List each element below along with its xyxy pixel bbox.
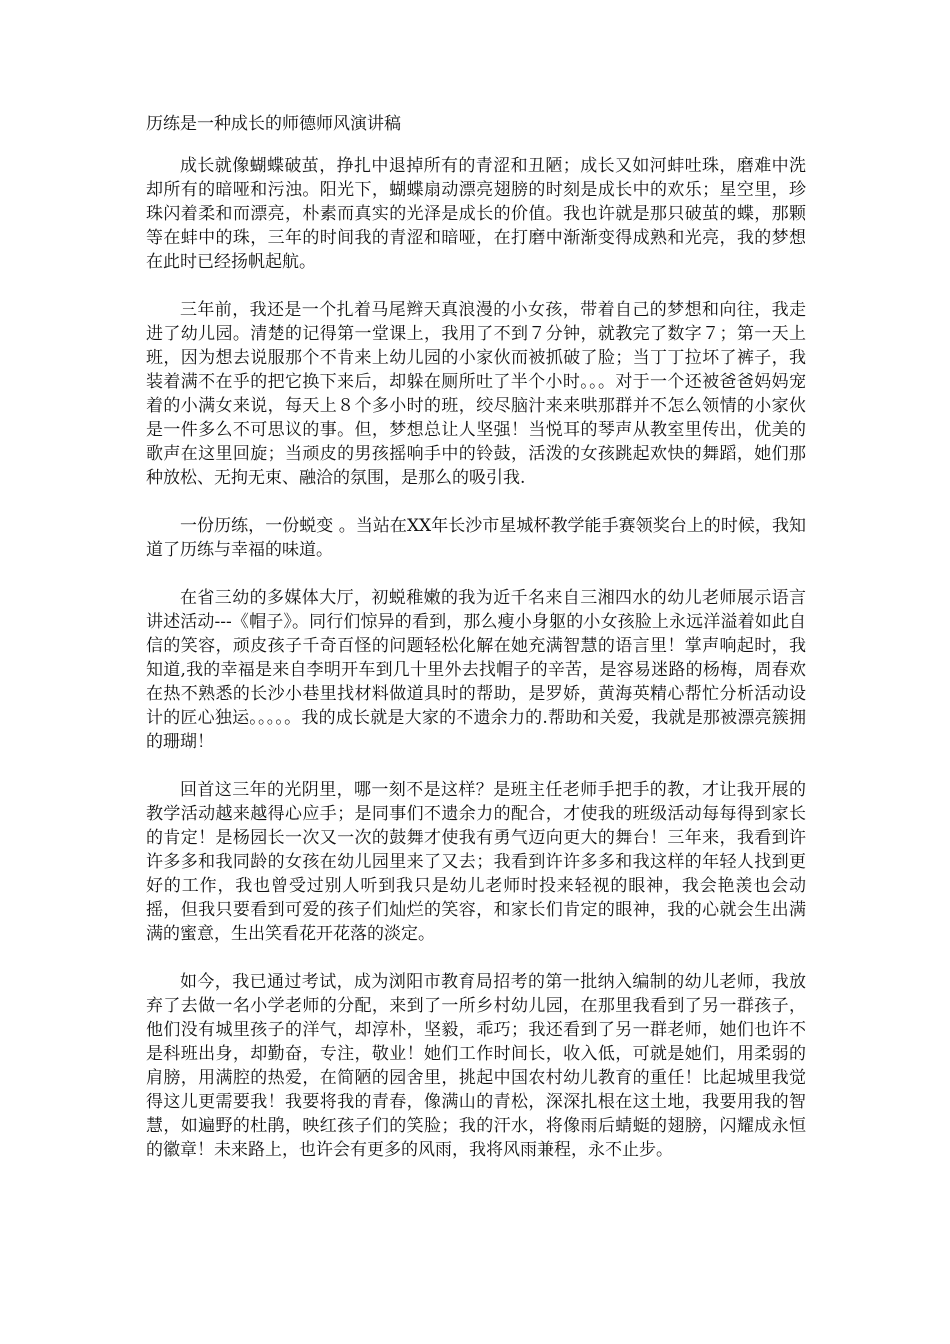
paragraph-6: 如今，我已通过考试，成为浏阳市教育局招考的第一批纳入编制的幼儿老师，我放弃了去做一名小学老师的分配，来到了一所乡村幼儿园，在那里我看到了另一群孩子，他们没有城里孩子的洋气，却淳朴，坚毅，乖巧；我还看到了另一群老师，她们也许不是科班出身，却勤奋，专注，敬业！她们工作时间长，收入低，可就是她们，用柔弱的肩膀，用满腔的热爱，在简陋的园舍里，挑起中国农村幼儿教育的重任！比起城里我觉得这儿更需要我！我要将我的青春，像满山的青松，深深扎根在这土地，我要用我的智慧，如遍野的杜鹃，映红孩子们的笑脸；我的汗水，将像雨后蜻蜓的翅膀，闪耀成永恒的徽章！未来路上，也许会有更多的风雨，我将风雨兼程，永不止步。	[146, 972, 806, 1160]
paragraph-3: 一份历练，一份蜕变 。当站在XX年长沙市星城杯教学能手赛领奖台上的时候，我知道了历练与幸福的味道。	[146, 516, 806, 560]
paragraph-4: 在省三幼的多媒体大厅，初蜕稚嫩的我为近千名来自三湘四水的幼儿老师展示语言讲述活动---《帽子》。同行们惊异的看到，那么瘦小身躯的小女孩脸上永远洋溢着如此自信的笑容，顽皮孩子千奇百怪的问题轻松化解在她充满智慧的语言里！掌声响起时，我知道,我的幸福是来自李明开车到几十里外去找帽子的辛苦，是容易迷路的杨梅，周春欢在热不熟悉的长沙小巷里找材料做道具时的帮助，是罗娇，黄海英精心帮忙分析活动设计的匠心独运。。。。。我的成长就是大家的不遗余力的.帮助和关爱，我就是那被漂亮簇拥的珊瑚！	[146, 588, 806, 752]
document-title: 历练是一种成长的师德师风演讲稿	[146, 114, 401, 134]
paragraph-2: 三年前，我还是一个扎着马尾辫天真浪漫的小女孩，带着自己的梦想和向往，我走进了幼儿园。清楚的记得第一堂课上，我用了不到７分钟，就教完了数字７；第一天上班，因为想去说服那个不肯来上幼儿园的小家伙而被抓破了脸；当丁丁拉坏了裤子，我装着满不在乎的把它换下来后，却躲在厕所吐了半个小时。。。对于一个还被爸爸妈妈宠着的小满女来说，每天上８个多小时的班，绞尽脑汁来来哄那群并不怎么领情的小家伙是一件多么不可思议的事。但，梦想总让人坚强！当悦耳的琴声从教室里传出，优美的歌声在这里回旋；当顽皮的男孩摇响手中的铃鼓，活泼的女孩跳起欢快的舞蹈，她们那种放松、无拘无束、融洽的氛围，是那么的吸引我.	[146, 300, 806, 488]
paragraph-5: 回首这三年的光阴里，哪一刻不是这样？是班主任老师手把手的教，才让我开展的教学活动越来越得心应手；是同事们不遗余力的配合，才使我的班级活动每每得到家长的肯定！是杨园长一次又一次的鼓舞才使我有勇气迈向更大的舞台！三年来，我看到许许多多和我同龄的女孩在幼儿园里来了又去；我看到许许多多和我这样的年轻人找到更好的工作，我也曾受过别人听到我只是幼儿老师时投来轻视的眼神，我会艳羡也会动摇，但我只要看到可爱的孩子们灿烂的笑容，和家长们肯定的眼神，我的心就会生出满满的蜜意，生出笑看花开花落的淡定。	[146, 780, 806, 944]
paragraph-1: 成长就像蝴蝶破茧，挣扎中退掉所有的青涩和丑陋；成长又如河蚌吐珠，磨难中洗却所有的暗哑和污浊。阳光下，蝴蝶扇动漂亮翅膀的时刻是成长中的欢乐；星空里，珍珠闪着柔和而漂亮，朴素而真实的光泽是成长的价值。我也许就是那只破茧的蝶，那颗等在蚌中的珠，三年的时间我的青涩和暗哑，在打磨中渐渐变得成熟和光亮，我的梦想在此时已经扬帆起航。	[146, 156, 806, 272]
document-page	[146, 112, 806, 1186]
